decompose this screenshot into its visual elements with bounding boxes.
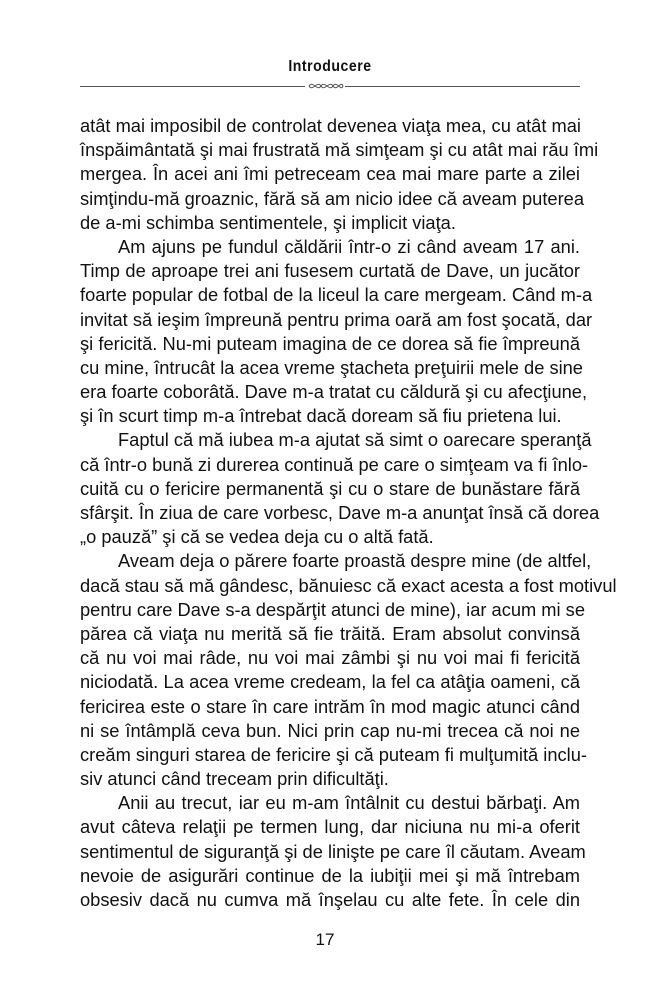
paragraph: [80, 235, 593, 429]
text-line: era foarte coborâtă. Dave m-a tratat cu căldură şi cu afecţiune,: [80, 381, 588, 403]
text-line: părea că viaţa nu merită să fie trăită. Eram absolut convinsă: [80, 622, 580, 644]
page-number: 17: [315, 930, 335, 949]
paragraph: [80, 428, 600, 549]
text-line: că nu voi mai râde, nu voi mai zâmbi şi nu voi mai fi fericită: [80, 647, 580, 669]
text-line: sentimentul de siguranţă şi de linişte pe care îl căutam. Aveam: [80, 840, 586, 862]
paragraph: [80, 791, 586, 912]
text-line: Am ajuns pe fundul căldării într-o zi când aveam 17 ani.: [118, 235, 580, 257]
paragraph: [80, 549, 617, 791]
text-line: „o pauză” şi că se vedea deja cu o altă fată.: [80, 526, 434, 548]
body-text: [80, 114, 617, 912]
text-line: înspăimântată şi mai frustrată mă simţeam şi cu atât mai rău îmi: [80, 139, 599, 161]
text-line: cuită cu o fericire permanentă şi cu o stare de bunăstare fără: [80, 477, 580, 499]
text-line: obsesiv dacă nu cumva mă înşelau cu alte fete. În cele din: [80, 889, 580, 910]
text-line: invitat să ieşim împreună pentru prima oară am fost şocată, dar: [80, 308, 593, 330]
text-line: şi în scurt timp m-a întrebat dacă doream să fiu prietena lui.: [80, 405, 562, 427]
text-line: siv atunci când treceam prin dificultăţi.: [80, 768, 389, 790]
text-line: foarte popular de fotbal de la liceul la care mergeam. Când m-a: [80, 284, 593, 306]
text-line: că într-o bună zi durerea continuă pe care o simţeam va fi înlo-: [80, 453, 589, 475]
text-line: dacă stau să mă gândesc, bănuiesc că exact acesta a fost motivul: [80, 574, 617, 596]
text-line: fericirea este o stare în care intrăm în mod magic atunci când: [80, 695, 580, 717]
text-line: de a-mi schimba sentimentele, şi implicit viaţa.: [80, 211, 456, 233]
text-line: cu mine, întrucât la acea vreme ştacheta preţuirii mele de sine: [80, 356, 583, 378]
text-line: sfârşit. În ziua de care vorbesc, Dave m-a anunţat însă că dorea: [80, 502, 600, 523]
text-line: şi fericită. Nu-mi puteam imagina de ce dorea să fie împreună: [80, 332, 580, 354]
text-line: niciodată. La acea vreme credeam, la fel ca atâţia oameni, că: [80, 671, 580, 693]
text-line: Aveam deja o părere foarte proastă despre mine (de altfel,: [118, 550, 592, 572]
paragraph: [80, 114, 599, 235]
text-line: avut câteva relaţii pe termen lung, dar niciuna nu mi-a oferit: [80, 816, 580, 838]
text-line: simţindu-mă groaznic, fără să am nicio idee că aveam puterea: [80, 187, 584, 209]
text-line: Faptul că mă iubea m-a ajutat să simt o oarecare speranţă: [118, 429, 592, 451]
running-header: [80, 58, 580, 76]
text-line: ni se întâmplă ceva bun. Nici prin cap nu-mi trecea că noi ne: [80, 719, 580, 741]
text-line: Anii au trecut, iar eu m-am întâlnit cu destui bărbaţi. Am: [118, 792, 580, 814]
text-line: mergea. În acei ani îmi petreceam cea mai mare parte a zilei: [80, 163, 580, 185]
swirl-ornament-icon: [305, 80, 345, 92]
text-line: creăm singuri starea de fericire şi că puteam fi mulţumită inclu-: [80, 743, 587, 765]
chapter-title: Introducere: [288, 58, 372, 75]
text-line: atât mai imposibil de controlat devenea viaţa mea, cu atât mai: [80, 115, 581, 136]
text-line: Timp de aproape trei ani fusesem curtată de Dave, un jucător: [80, 260, 580, 282]
text-line: pentru care Dave s-a despărţit atunci de mine), iar acum mi se: [80, 598, 585, 620]
text-line: nevoie de asigurări continue de la iubiţii mei şi mă întrebam: [80, 864, 580, 886]
